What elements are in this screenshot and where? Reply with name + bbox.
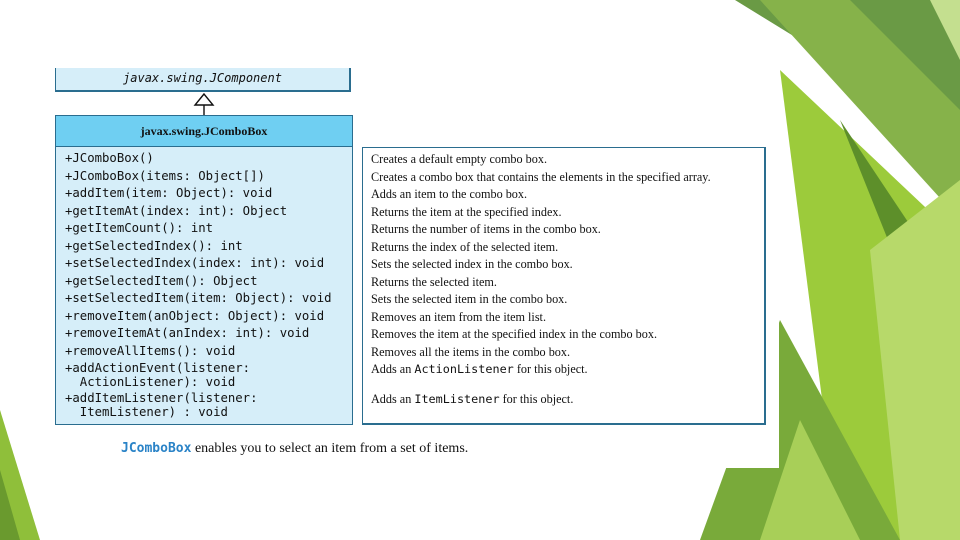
method-signature: +removeItem(anObject: Object): void bbox=[65, 308, 325, 323]
method-signature: +getItemAt(index: int): Object bbox=[65, 203, 288, 218]
parent-class-name: javax.swing.JComponent bbox=[123, 71, 282, 85]
method-description: Sets the selected index in the combo box. bbox=[371, 257, 573, 271]
method-signature: +getItemCount(): int bbox=[65, 221, 214, 235]
class-header bbox=[55, 115, 353, 147]
method-signature: +JComboBox(items: Object[]) bbox=[65, 168, 265, 183]
method-description: Adds an item to the combo box. bbox=[371, 187, 528, 201]
method-description bbox=[371, 362, 588, 376]
class-name: javax.swing.JComboBox bbox=[140, 124, 268, 138]
method-description bbox=[371, 392, 573, 406]
desc-text: Adds an bbox=[371, 392, 415, 406]
desc-text: for this object. bbox=[513, 362, 588, 376]
caption-code: JComboBox bbox=[121, 441, 192, 456]
descriptions-box bbox=[362, 147, 766, 425]
inheritance-arrow-icon bbox=[193, 93, 215, 117]
method-signature: +removeAllItems(): void bbox=[65, 343, 236, 358]
method-signature: +removeItemAt(anIndex: int): void bbox=[65, 326, 310, 340]
method-description: Removes all the items in the combo box. bbox=[371, 344, 571, 359]
method-description: Returns the item at the specified index. bbox=[371, 204, 562, 219]
caption-text: enables you to select an item from a set of items. bbox=[191, 441, 469, 456]
method-signature: +addActionEvent(listener: ActionListener): void bbox=[65, 361, 251, 389]
method-description: Sets the selected item in the combo box. bbox=[371, 292, 568, 306]
method-description: Creates a default empty combo box. bbox=[371, 152, 547, 166]
method-signature: +addItem(item: Object): void bbox=[65, 186, 273, 200]
method-signature: +setSelectedItem(item: Object): void bbox=[65, 291, 332, 305]
method-description: Creates a combo box that contains the elements in the specified array. bbox=[371, 169, 711, 184]
method-signature: +addItemListener(listener: ItemListener) : void bbox=[65, 391, 258, 419]
method-description: Removes the item at the specified index in the combo box. bbox=[371, 327, 657, 341]
desc-code: ItemListener bbox=[414, 392, 500, 406]
method-description: Returns the index of the selected item. bbox=[371, 239, 559, 254]
desc-text: for this object. bbox=[499, 392, 574, 406]
methods-box bbox=[55, 147, 353, 425]
method-description: Returns the number of items in the combo box. bbox=[371, 222, 601, 236]
method-signature: +getSelectedIndex(): int bbox=[65, 238, 243, 253]
method-signature: +getSelectedItem(): Object bbox=[65, 273, 258, 288]
method-signature: +JComboBox() bbox=[65, 151, 154, 165]
parent-class-box bbox=[55, 68, 351, 92]
desc-code: ActionListener bbox=[414, 362, 514, 376]
method-description: Removes an item from the item list. bbox=[371, 309, 546, 324]
method-description: Returns the selected item. bbox=[371, 274, 497, 289]
desc-text: Adds an bbox=[371, 362, 415, 376]
figure-caption bbox=[121, 441, 468, 457]
method-signature: +setSelectedIndex(index: int): void bbox=[65, 256, 325, 270]
